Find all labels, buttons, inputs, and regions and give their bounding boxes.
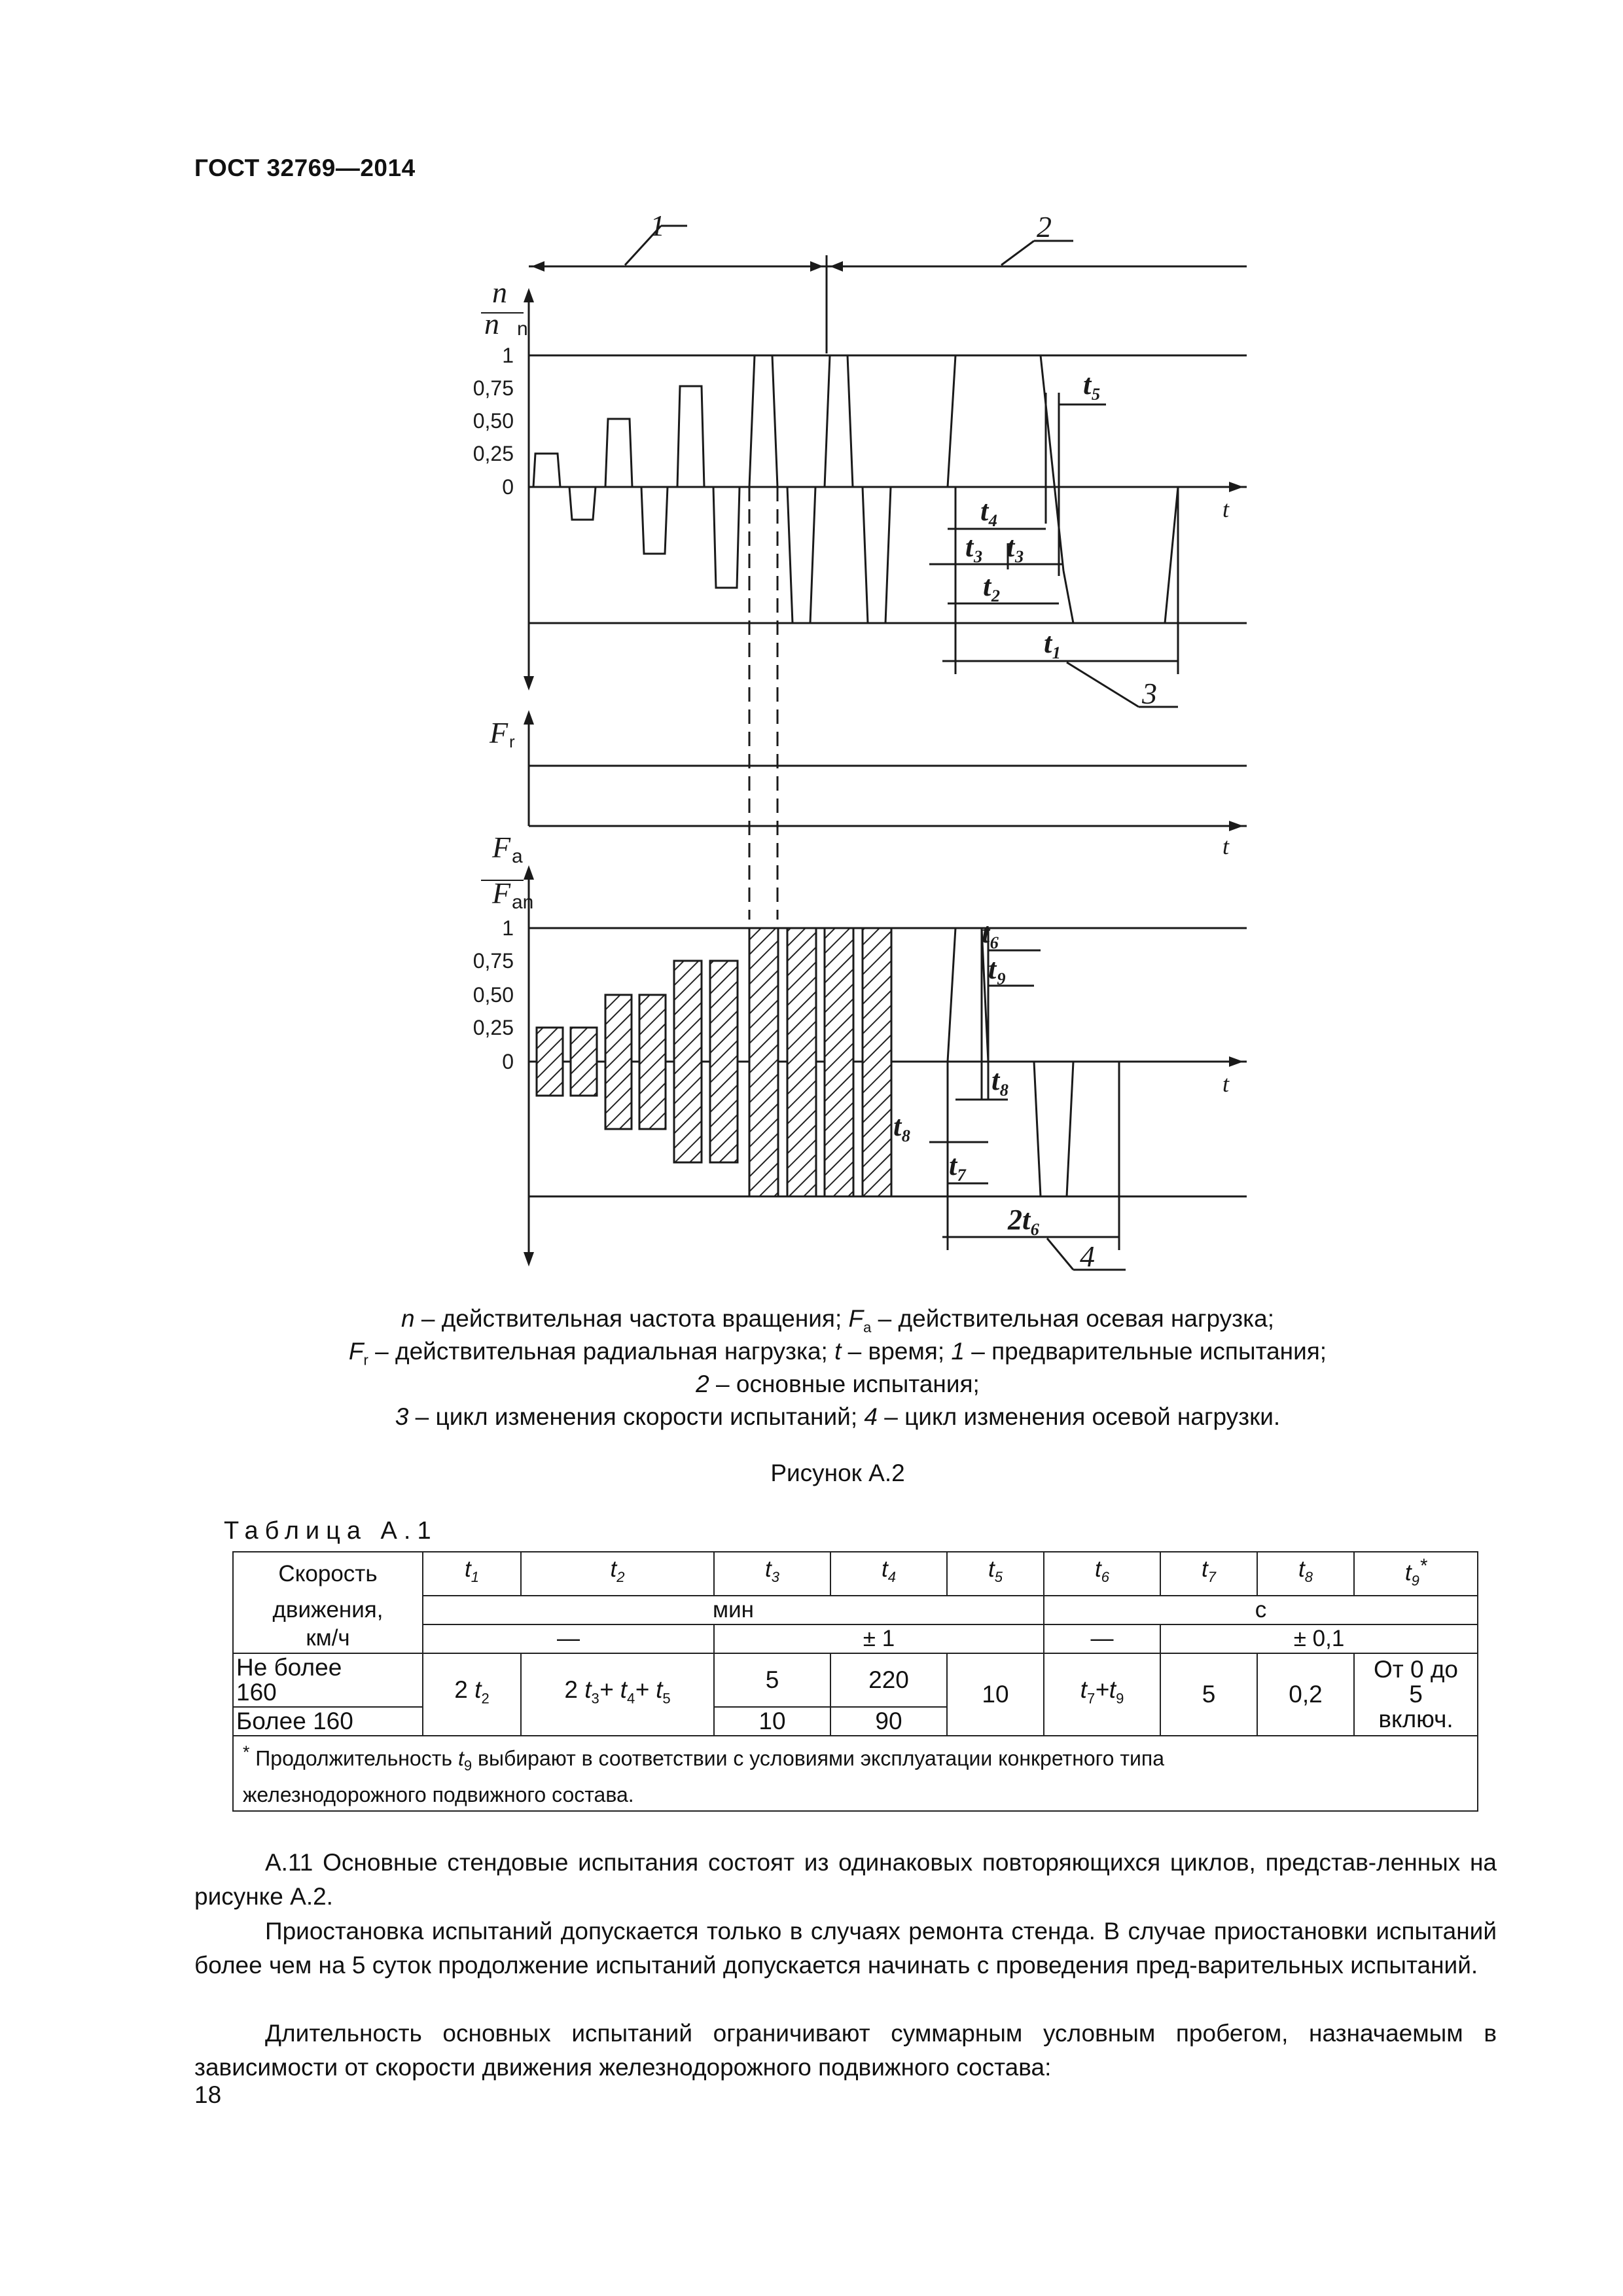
- t-axis-label: t: [1222, 496, 1230, 522]
- col-t9: $t_9^*$: [1354, 1552, 1478, 1596]
- label-t1: t₁: [1044, 627, 1062, 659]
- speed-tick-label: 0,50: [473, 409, 514, 433]
- document-header: ГОСТ 32769—2014: [194, 154, 416, 181]
- caption-line-4: 3 – цикл изменения скорости испытаний; 4 – цикл изменения осевой нагрузки.: [395, 1403, 1281, 1430]
- label-t5: t₅: [1083, 368, 1101, 401]
- unit-min: мин: [423, 1596, 1044, 1624]
- speed-axis-n: n: [492, 276, 507, 309]
- col-t7: $t_7$: [1160, 1552, 1257, 1596]
- load-tick-label: 0: [502, 1050, 514, 1073]
- fa-axis-den-sub: an: [512, 891, 534, 913]
- page-number: 18: [194, 2081, 222, 2108]
- figure-title: Рисунок А.2: [770, 1460, 905, 1486]
- label-t7: t₇: [949, 1149, 967, 1181]
- t8-value: 0,2: [1257, 1653, 1354, 1736]
- fr-axis-sub: r: [509, 732, 515, 751]
- speed-pulse: [863, 487, 891, 623]
- load-tick-label: 0,25: [473, 1016, 514, 1039]
- load-block: [749, 928, 778, 1196]
- speed-header-2: движения,: [233, 1596, 423, 1624]
- t3-row2: 10: [714, 1707, 830, 1736]
- speed-pulse: [787, 487, 815, 623]
- t9-value: От 0 до 5 включ.: [1354, 1653, 1478, 1736]
- label-t8-b: t₈: [893, 1110, 912, 1142]
- t3-row1: 5: [714, 1653, 830, 1707]
- caption-line-2: $F_r$ – действительная радиальная нагрузка; t – время; 1 – предварительные испытания;: [348, 1338, 1327, 1369]
- label-zone-4: 4: [1080, 1240, 1095, 1273]
- table-a1: [232, 1551, 1478, 1812]
- col-t5: $t_5$: [947, 1552, 1044, 1596]
- paragraph-duration: Длительность основных испытаний ограничивают суммарным условным пробегом, назначаемым в зависимости от скорости движения железнодорожного подвижного состава:: [194, 2020, 1497, 2081]
- paragraph-suspension: Приостановка испытаний допускается только в случаях ремонта стенда. В случае приостановки испытаний более чем на 5 суток продолжение испытаний допускается начинать с проведения пред-варительных испытаний.: [194, 1918, 1497, 1979]
- fr-axis-label: F: [490, 716, 508, 749]
- speed-axis-nn: n: [484, 307, 499, 340]
- t5-value: 10: [947, 1653, 1044, 1736]
- speed-tick-label: 0,75: [473, 376, 514, 400]
- speed-tick-label: 0: [502, 475, 514, 499]
- tol-pm1: ± 1: [714, 1624, 1044, 1653]
- t6-value: $t_7+t_9$: [1044, 1653, 1160, 1736]
- speed-pulse: [825, 355, 853, 487]
- speed-pulse: [605, 419, 632, 487]
- label-t6: t₆: [982, 917, 1000, 949]
- fa-axis-den: F: [492, 876, 511, 910]
- speed-pulse: [569, 487, 596, 520]
- label-zone-3: 3: [1142, 677, 1157, 710]
- speed-tick-label: 0,25: [473, 442, 514, 465]
- table-footnote: * Продолжительность $t_9$ выбирают в соответствии с условиями эксплуатации конкретного типа железнодорожного подвижного состава.: [233, 1736, 1478, 1811]
- label-t2: t₂: [983, 570, 1001, 602]
- speed-cycle: [1063, 487, 1178, 623]
- load-block: [787, 928, 816, 1196]
- caption-line-1: n – действительная частота вращения; $F_a$ – действительная осевая нагрузка;: [401, 1305, 1274, 1336]
- load-tick-label: 0,75: [473, 949, 514, 973]
- label-t4: t₄: [980, 495, 999, 527]
- tol-dash-2: —: [1044, 1624, 1160, 1653]
- t1-value: 2 $t_2$: [423, 1653, 521, 1736]
- load-block: [710, 961, 738, 1162]
- paragraph-a11: А.11 Основные стендовые испытания состоят из одинаковых повторяющихся циклов, представ-ленных на рисунке А.2.: [194, 1849, 1497, 1910]
- speed-pulse: [749, 355, 777, 487]
- row2-speed: Более 160: [233, 1707, 423, 1736]
- load-block: [571, 1028, 597, 1096]
- load-block: [863, 928, 891, 1196]
- fa-axis-num: F: [492, 831, 511, 864]
- load-tick-label: 1: [502, 916, 514, 940]
- speed-pulse: [533, 454, 560, 487]
- load-block: [639, 995, 666, 1129]
- load-block: [825, 928, 853, 1196]
- speed-header-3: км/ч: [233, 1624, 423, 1653]
- caption-line-3: 2 – основные испытания;: [696, 1371, 980, 1397]
- t2-value: 2 $t_3+ t_4+ t_5$: [521, 1653, 714, 1736]
- speed-pulse: [713, 487, 740, 588]
- tol-pm01: ± 0,1: [1160, 1624, 1478, 1653]
- col-t3: $t_3$: [714, 1552, 830, 1596]
- label-t3-a: t₃: [965, 531, 984, 563]
- label-t8-a: t₈: [991, 1064, 1010, 1096]
- col-t1: $t_1$: [423, 1552, 521, 1596]
- speed-header: Скорость: [233, 1552, 423, 1596]
- label-zone-1: 1: [650, 209, 665, 242]
- label-zone-2: 2: [1037, 210, 1052, 243]
- label-2t6: 2t₆: [1008, 1204, 1041, 1236]
- tol-dash-1: —: [423, 1624, 714, 1653]
- speed-pulse: [677, 386, 704, 487]
- col-t6: $t_6$: [1044, 1552, 1160, 1596]
- fa-axis-num-sub: a: [512, 846, 523, 867]
- speed-tick-label: 1: [502, 344, 514, 367]
- t-axis-label-fa: t: [1222, 1071, 1230, 1097]
- load-block: [537, 1028, 563, 1096]
- t4-row2: 90: [830, 1707, 947, 1736]
- load-tick-label: 0,50: [473, 983, 514, 1007]
- t-axis-label-fr: t: [1222, 833, 1230, 859]
- col-t2: $t_2$: [521, 1552, 714, 1596]
- col-t4: $t_4$: [830, 1552, 947, 1596]
- label-t9: t₉: [988, 953, 1007, 985]
- t4-row1: 220: [830, 1653, 947, 1707]
- speed-axis-nn-sub: n: [517, 318, 528, 340]
- load-block: [605, 995, 632, 1129]
- label-t3-b: t₃: [1007, 531, 1025, 563]
- row1-speed: Не более 160: [233, 1653, 423, 1707]
- t7-value: 5: [1160, 1653, 1257, 1736]
- load-block: [674, 961, 702, 1162]
- speed-pulse: [641, 487, 668, 554]
- unit-s: с: [1044, 1596, 1478, 1624]
- col-t8: $t_8$: [1257, 1552, 1354, 1596]
- table-title: Таблица А.1: [224, 1517, 438, 1545]
